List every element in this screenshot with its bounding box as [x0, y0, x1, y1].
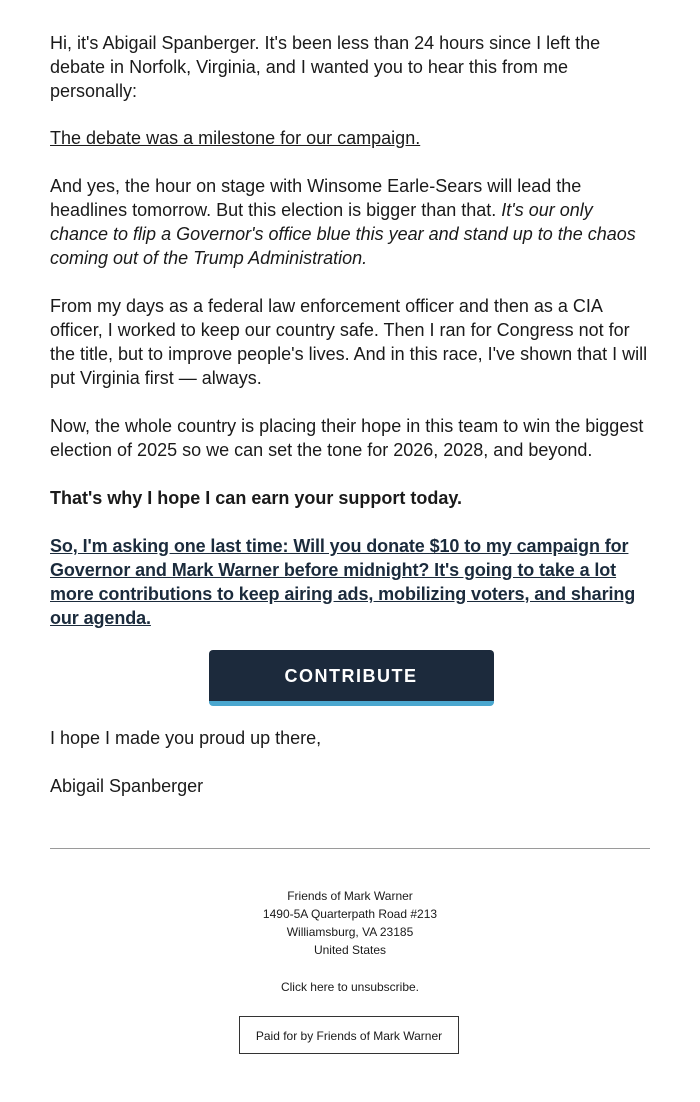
- donate-ask-link[interactable]: So, I'm asking one last time: Will you donate $10 to my campaign for Governor and Mark Warner before midnight? It's going to take a lot more contributions to keep airing ads, mobilizing voters, and sharing our agenda.: [50, 536, 636, 628]
- headlines-text: And yes, the hour on stage with Winsome Earle-Sears will lead the headlines tomorrow. But this election is bigger than that.: [50, 176, 582, 220]
- footer-country: United States: [313, 943, 387, 957]
- hope-paragraph: Now, the whole country is placing their hope in this team to win the biggest election of 2025 so we can set the tone for 2026, 2028, and beyond.: [50, 416, 644, 460]
- footer-divider: [50, 848, 650, 849]
- email-content: [50, 31, 652, 822]
- contribute-button[interactable]: CONTRIBUTE: [209, 650, 494, 706]
- background-paragraph: From my days as a federal law enforcement officer and then as a CIA officer, I worked to keep our country safe. Then I ran for Congress not for the title, but to improve people's lives. And in this race, I've shown that I will put Virginia first — always.: [50, 296, 648, 388]
- unsubscribe-link[interactable]: Click here to unsubscribe.: [280, 980, 420, 994]
- milestone-link[interactable]: The debate was a milestone for our campaign.: [50, 128, 421, 148]
- footer-org: Friends of Mark Warner: [287, 889, 413, 903]
- support-paragraph: [50, 486, 652, 510]
- cta-row: [50, 650, 652, 726]
- paid-for-disclaimer-box: Paid for by Friends of Mark Warner: [239, 1016, 459, 1054]
- footer-address-line1: 1490-5A Quarterpath Road #213: [262, 907, 438, 921]
- footer-address-line2: Williamsburg, VA 23185: [286, 925, 414, 939]
- support-text: That's why I hope I can earn your support today.: [50, 488, 463, 508]
- headlines-paragraph: [50, 174, 652, 270]
- ask-paragraph: [50, 534, 652, 630]
- headlines-italic-text: It's our only chance to flip a Governor's office blue this year and stand up to the chaos coming out of the Trump Administration.: [50, 200, 636, 268]
- milestone-link-paragraph: [50, 126, 652, 150]
- closing-line: I hope I made you proud up there,: [50, 728, 322, 748]
- intro-paragraph: Hi, it's Abigail Spanberger. It's been less than 24 hours since I left the debate in Norfolk, Virginia, and I wanted you to hear this from me personally:: [50, 33, 601, 101]
- signature: Abigail Spanberger: [50, 776, 204, 796]
- footer: [0, 887, 700, 996]
